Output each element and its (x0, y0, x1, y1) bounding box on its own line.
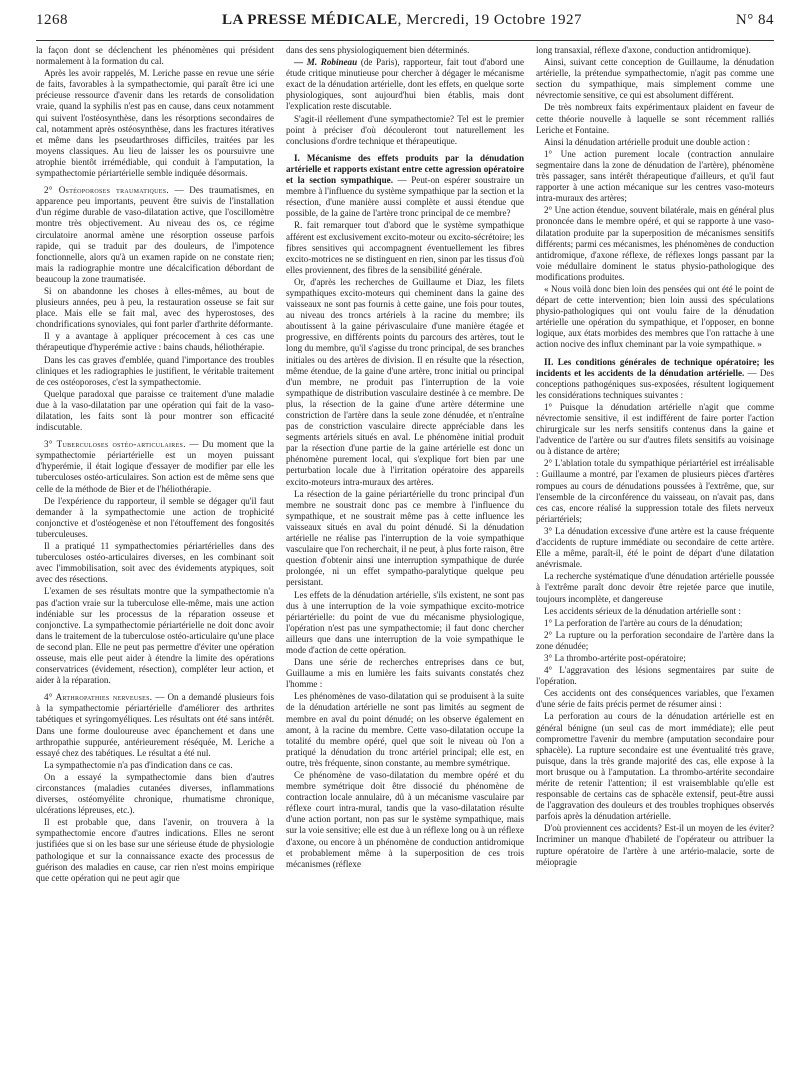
running-title: LA PRESSE MÉDICALE, Mercredi, 19 Octobre 1927 (221, 11, 582, 28)
paragraph: 3° La dénudation excessive d'une artère est la cause fréquente d'accidents de rupture immédiate ou secondaire de cette artère. Elle a même, paraît-il, été le point de départ d'une dilatation anévrismale. (536, 525, 774, 570)
paragraph: Après les avoir rappelés, M. Leriche passe en revue une série de faits, favorables à la sympathectomie, qui paraît être ici une précieuse ressource d'avenir dans les retards de consolidation vraie, quand la syphilis n'est pas en cause, dans ceux notamment qui suivent l'ostéosynthèse, dans les résorptions secondaires de cal, notamment après ostéosynthèse, dans les fractures itératives et même dans les pseudarthroses difficiles, traitées par les moyens classiques. Au lieu de laisser les os poursuivre une atrophie bientôt irrémédiable, qui conduit à l'amputation, la sympathectomie périartérielle semble indiquée désormais. (36, 68, 274, 179)
paragraph: — M. Robineau (de Paris), rapporteur, fait tout d'abord une étude critique minutieuse pour chercher à dégager le mécanisme exact de la dénudation artérielle, dont les effets, en quelque sorte physiologiques, sont aujourd'hui bien établis, mais dont l'explication reste discutable. (286, 57, 524, 112)
paragraph: Ainsi la dénudation artérielle produit une double action : (544, 136, 751, 147)
paragraph: La perforation au cours de la dénudation artérielle est en général bénigne (un seul cas de mort immédiate); elle peut compromettre l'avenir du membre (amputation secondaire pour sphacèle). La rupture secondaire est une éventualité très grave, puisque, dans la très grande majorité des cas, elle expose à la mort brusque ou à l'amputation. La thrombo-artérite secondaire mérite de retenir l'attention; il est vraisemblable qu'elle est responsable de certains cas de sphacèle extensif, peut-être aussi de l'aggravation des douleurs et des troubles trophiques observés parfois après la dénudation artérielle. (536, 711, 774, 822)
paragraph: Les effets de la dénudation artérielle, s'ils existent, ne sont pas dus à une interruption de la voie sympathique excito-motrice périartérielle: du point de vue du mécanisme physiologique, l'opération n'est pas une sympathectomie; il faut donc chercher ailleurs que dans une interruption de la voie sympathique le mode d'action de cette opération. (286, 589, 524, 655)
paragraph: dans des sens physiologiquement bien déterminés. (286, 45, 470, 55)
paragraph: 4° Arthropathies nerveuses. — On a demandé plusieurs fois à la sympathectomie périartérielle d'améliorer des arthrites tabétiques et syringomyéliques. Les résultats ont été sans intérêt. Dans une forme douloureuse avec épanchement et dans une arthropathie suppurée, antérieurement réséquée, M. Leriche a essayé chez des tabétiques. Le résultat a été nul. (36, 692, 274, 758)
paragraph: 2° L'ablation totale du sympathique périartériel est irréalisable : Guillaume a montré, par l'examen de plusieurs pièces d'artères rompues au cours de dénudations poussées à l'extrême, que, sur l'ensemble de la circonférence du vaisseau, on n'avait pas, dans ces cas, encore réalisé la suppression totale des filets nerveux périartériels; (536, 458, 774, 524)
section-heading: I. Mécanisme des effets produits par la dénudation artérielle et rapports existant entre cette agression opératoire et la section sympathique. (286, 152, 524, 186)
paragraph: 3° Tuberculoses ostéo-articulaires. — Du moment que la sympathectomie périartérielle est un moyen puissant d'hyperémie, il était logique d'essayer de modifier par elle les tuberculoses ostéo-articulaires. Son action est de même sens que celle de la méthode de Bier et de l'héliothérapie. (36, 439, 274, 494)
column-left (36, 45, 274, 1085)
section-heading: 3° Tuberculoses ostéo-articulaires. (44, 439, 186, 450)
paragraph: Dans les cas graves d'emblée, quand l'importance des troubles cliniques et les radiographies le justifient, le véritable traitement de ces ostéoporoses, c'est la sympathectomie. (36, 354, 274, 387)
section-heading: 4° Arthropathies nerveuses. (44, 692, 153, 703)
paragraph: La sympathectomie n'a pas d'indication dans ce cas. (44, 759, 233, 770)
section-heading: II. Les conditions générales de technique opératoire; les incidents et les accidents de la dénudation artérielle. (536, 356, 774, 378)
paragraph: 1° Puisque la dénudation artérielle n'agit que comme névrectomie sensitive, il est indifférent de faire porter l'action chirurgicale sur les nerfs sensitifs contenus dans la gaine et l'adventice de l'artère ou sur d'autres filets sensitifs au voisinage ou à distance de artère; (536, 401, 774, 457)
column-middle (286, 45, 524, 1085)
paragraph: S'agit-il réellement d'une sympathectomie? Tel est le premier point à préciser d'où découleront tout naturellement les conclusions d'ordre technique et thérapeutique. (286, 113, 524, 146)
paragraph: L'examen de ses résultats montre que la sympathectomie n'a pas d'action vraie sur la tuberculose elle-même, mais une action indéniable sur les processus de la réparation osseuse et conjonctive. La sympathectomie périartérielle ne doit donc avoir dans le traitement de la tuberculose ostéo-articulaire qu'une place de second plan. Elle ne peut pas permettre d'éviter une opération osseuse, mais elle peut aider à étendre la limite des opérations conservatrices (évidement, résection), compléter leur action, et aider à la réparation. (36, 586, 274, 686)
paragraph: On a essayé la sympathectomie dans bien d'autres circonstances (maladies cutanées diverses, inflammations diverses, ostéomyélite chronique, rhumatisme chronique, ulcérations lépreuses, etc.). (36, 771, 274, 816)
column-right (536, 45, 774, 1085)
paragraph: la façon dont se déclenchent les phénomènes qui président normalement à la formation du cal. (36, 45, 274, 67)
paragraph: Il a pratiqué 11 sympathectomies périartérielles dans des tuberculoses ostéo-articulaires diverses, en les combinant soit avec l'immobilisation, soit avec des évidements atypiques, soit avec des résections. (36, 541, 274, 585)
paragraph: Ces accidents ont des conséquences variables, que l'examen d'une série de faits précis permet de résumer ainsi : (536, 688, 774, 710)
paragraph: long transaxial, réflexe d'axone, conduction antidromique). (536, 45, 751, 55)
section-heading: 2° Ostéoporoses traumatiques. (44, 185, 169, 196)
paragraph: 2° Une action étendue, souvent bilatérale, mais en général plus prononcée dans le membre opéré, et qui se rapporte à une vaso-dilatation produite par la superposition de mécanismes sensitifs différents; parmi ces mécanismes, les phénomènes de conduction antidromique, d'axone réflexe, de réflexes longs passant par la voie médullaire dominent le status physio-pathologique des modifications produites. (536, 205, 774, 282)
issue-date: Mercredi, 19 Octobre 1927 (406, 11, 582, 28)
issue-number: N° 84 (735, 11, 774, 28)
paragraph: Or, d'après les recherches de Guillaume et Diaz, les filets sympathiques excito-moteurs qui cheminent dans la gaine des vaisseaux ne sont pas fournis à cette gaine, une fois pour toutes, au niveau des troncs artériels à la racine du membre; ils aboutissent à la gaine périvasculaire d'une manière étagée et progressive, en différents points du parcours des artères, tout le long du membre, qu'il s'agisse du tronc principal, de ses branches initiales ou des artères de division. Il en résulte que la résection, même étendue, de la gaine d'une artère, tronc initial ou principal d'un membre, ne produit pas l'interruption de la voie sympathique de distribution vasculaire destinée à ce membre. De plus, la résection de la gaine d'une artère détermine une constriction de l'artère dans la seule zone dénudée, et n'entraîne pas de constriction vasculaire directe appréciable dans les segments artériels situés en aval. Le phénomène initial produit par la résection d'une partie de la gaine artérielle est donc un phénomène purement local, qui s'explique fort bien par une perturbation locale due à l'irritation opératoire des appareils excito-moteurs intra-muraux des artères. (286, 276, 524, 487)
paragraph: Les phénomènes de vaso-dilatation qui se produisent à la suite de la dénudation artérielle ne sont pas limités au segment de membre en aval du point dénudé; on les observe également en amont, à la racine du membre. Cette vaso-dilatation occupe la totalité du membre opéré, quel que soit le niveau où l'on a pratiqué la dénudation du tronc artériel principal; elle est, en outre, très fréquente, sinon constante, au membre symétrique. (286, 691, 524, 768)
page-number: 1268 (36, 11, 68, 28)
paragraph: Si on abandonne les choses à elles-mêmes, au bout de plusieurs années, peu à peu, la restauration osseuse se fait sur place. Mais elle se fait mal, avec des hyperostoses, des chondrifications synoviales, qui font parler d'arthrite déformante. (36, 285, 274, 330)
page-header (36, 0, 774, 41)
paragraph: La résection de la gaine périartérielle du tronc principal d'un membre ne soustrait donc pas ce membre à l'influence du sympathique, et ne soustrait même pas à cette influence les vaisseaux situés en aval du point dénudé. Si la dénudation artérielle ne réalise pas l'interruption de la voie sympathique vasculaire que l'on recherchait, il ne peut, à plus forte raison, être question d'obtenir ainsi une interruption sympathique de durée prolongée, ni un effet sympatho-paralytique quelque peu persistant. (286, 488, 524, 588)
rapporteur-name: — M. Robineau (294, 57, 358, 68)
paragraph: 2° La rupture ou la perforation secondaire de l'artère dans la zone dénudée; (536, 629, 774, 651)
paragraph: R. fait remarquer tout d'abord que le système sympathique afférent est exclusivement excito-moteur ou excito-sécrétoire; les fibres sensitives qui accompagnent éventuellement les fibres excito-motrices ne se distinguent en rien, sinon par les tissus d'où elles proviennent, des fibres de la sensibilité générale. (286, 220, 524, 275)
paragraph: II. Les conditions générales de technique opératoire; les incidents et les accidents de la dénudation artérielle. — Des conceptions pathogéniques sus-exposées, résultent logiquement les considérations techniques suivantes : (536, 356, 774, 400)
paragraph: Il y a avantage à appliquer précocement à ces cas une thérapeutique d'hyperémie active : bains chauds, héliothérapie. (36, 331, 274, 353)
text-columns (36, 41, 774, 1085)
paragraph: Ainsi, suivant cette conception de Guillaume, la dénudation artérielle, la prétendue sympathectomie, n'agit pas comme une section du sympathique, mais simplement comme une névrectomie sensitive, ce qui est absolument différent. (536, 57, 774, 101)
paragraph: Ce phénomène de vaso-dilatation du membre opéré et du membre symétrique doit être dissocié du phénomène de contraction locale annulaire, dû à un mécanisme vasculaire par réflexe court intra-mural, tandis que la vaso-dilatation résulte d'une action portant, non pas sur le système sympathique, mais sur la voie sensitive; elle est due à un réflexe long ou à un réflexe d'axone, ou encore à un phénomène de conduction antidromique et probablement même à la superposition de ces trois mécanismes (réflexe (286, 770, 524, 869)
paragraph: 4° L'aggravation des lésions segmentaires par suite de l'opération. (536, 665, 774, 687)
paragraph: De l'expérience du rapporteur, il semble se dégager qu'il faut demander à la sympathectomie une action de trophicité conjonctive et d'ostéogenèse et non l'étouffement des fongosités tuberculeuses. (36, 495, 274, 539)
paragraph: I. Mécanisme des effets produits par la dénudation artérielle et rapports existant entre cette agression opératoire et la section sympathique. — Peut-on espérer soustraire un membre à l'influence du système sympathique par la section et la résection, d'une manière aussi complète et aussi étendue que possible, de la gaine de l'artère tronc principal de ce membre? (286, 152, 524, 219)
paragraph: Dans une série de recherches entreprises dans ce but, Guillaume a mis en lumière les faits suivants constatés chez l'homme : (286, 657, 524, 690)
paragraph: Quelque paradoxal que paraisse ce traitement d'une maladie due à la vaso-dilatation par une opération qui fait de la vaso-dilatation, les faits sont là pour montrer son efficacité indiscutable. (36, 388, 274, 433)
paragraph: Les accidents sérieux de la dénudation artérielle sont : (544, 605, 741, 616)
paragraph: La recherche systématique d'une dénudation artérielle poussée à l'extrême paraît donc devoir être rejetée parce que inutile, toujours incomplète, et dangereuse (536, 571, 774, 604)
paragraph: 1° La perforation de l'artère au cours de la dénudation; (544, 617, 743, 628)
journal-title: LA PRESSE MÉDICALE (221, 11, 398, 28)
paragraph: « Nous voilà donc bien loin des pensées qui ont été le point de départ de cette intervention; bien loin aussi des spéculations physio-pathologiques qui ont voulu faire de la dénudation artérielle une opération du sympathique, et l'opposer, en bonne logique, aux états morbides des membres que l'on rattache à une action nocive des influx cheminant par la voie sympathique. » (536, 283, 774, 350)
paragraph: 2° Ostéoporoses traumatiques. — Des traumatismes, en apparence peu importants, peuvent être suivis de l'installation d'un régime durable de vaso-dilatation active, que l'oscillomètre montre très objectivement. Au niveau des os, ce régime circulatoire anormal amène une résorption osseuse parfois rapide, qui se traduit par des douleurs, de l'impotence fonctionnelle, alors qu'à un examen rapide on ne constate rien; mais la radiographie montre une décalcification débordant de beaucoup la zone traumatisée. (36, 185, 274, 284)
paragraph: Il est probable que, dans l'avenir, on trouvera à la sympathectomie encore d'autres indications. Elles ne seront justifiées que si on les base sur une sérieuse étude de physiologie pathologique et sur la connaissance exacte des processus de guérison des maladies en cause, car rien n'est moins empirique que cette opération qui ne peut agir que (36, 817, 274, 883)
paragraph: 3° La thrombo-artérite post-opératoire; (544, 652, 686, 663)
paragraph: 1° Une action purement locale (contraction annulaire segmentaire dans la zone de dénudation de l'artère), phénomène très passager, sans intérêt thérapeutique d'ailleurs, et qu'il faut rapporter à une action mécanique sur les centres vaso-moteurs intra-muraux des artères; (536, 148, 774, 204)
paragraph: D'où proviennent ces accidents? Est-il un moyen de les éviter? Incriminer un manque d'habileté de l'opérateur ou attribuer la rupture opératoire de l'artère à une artério-malacie, sorte de méiopragie (536, 823, 774, 867)
paragraph: De très nombreux faits expérimentaux plaident en faveur de cette théorie nouvelle à laquelle se sont récemment ralliés Leriche et Fontaine. (536, 102, 774, 135)
